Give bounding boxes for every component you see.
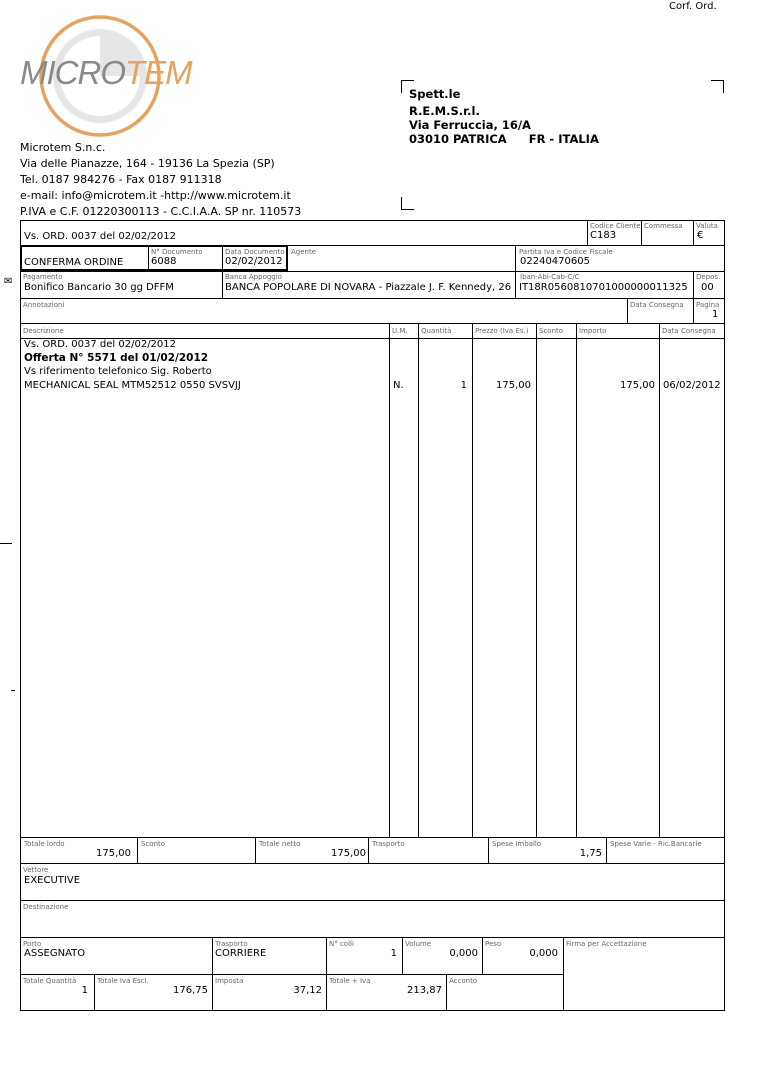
data-doc-value: 02/02/2012 bbox=[225, 256, 283, 267]
col-importo: Importo bbox=[579, 327, 607, 335]
sender-address: Via delle Pianazze, 164 - 19136 La Spezia (SP) bbox=[20, 157, 275, 170]
iban-label: Iban-Abi-Cab-C/C bbox=[520, 273, 580, 281]
envelope-icon: ✉ bbox=[4, 276, 13, 287]
commessa-label: Commessa bbox=[644, 222, 683, 230]
recipient-city: 03010 PATRICA bbox=[409, 132, 507, 146]
depos-value: 00 bbox=[701, 282, 714, 293]
totale-netto-label: Totale netto bbox=[259, 840, 301, 848]
logo-text-tem: TEM bbox=[125, 54, 192, 91]
firma-label: Firma per Accettazione bbox=[566, 940, 647, 948]
trasporto-ship-value: CORRIERE bbox=[215, 948, 267, 959]
codice-cliente-value: C183 bbox=[590, 230, 617, 241]
row-prezzo: 175,00 bbox=[496, 380, 531, 391]
volume-label: Volume bbox=[405, 940, 432, 948]
recipient-country: FR - ITALIA bbox=[528, 132, 599, 146]
row-um: N. bbox=[393, 380, 404, 391]
imposta-label: Imposta bbox=[215, 977, 244, 985]
colli-label: N° colli bbox=[329, 940, 354, 948]
num-doc-label: N° Documento bbox=[151, 248, 203, 256]
banca-label: Banca Appoggio bbox=[225, 273, 282, 281]
depos-label: Depos. bbox=[696, 273, 721, 281]
totale-lordo-value: 175,00 bbox=[96, 848, 131, 859]
logo-text-micro: MICRO bbox=[20, 54, 125, 91]
row-quantita: 1 bbox=[460, 380, 467, 391]
crop-mark-bottom-left bbox=[401, 197, 414, 210]
peso-label: Peso bbox=[485, 940, 502, 948]
sender-name: Microtem S.n.c. bbox=[20, 141, 106, 154]
tot-qta-value: 1 bbox=[81, 985, 88, 996]
intro-line: Vs riferimento telefonico Sig. Roberto bbox=[24, 366, 212, 377]
intro-line: Vs. ORD. 0037 del 02/02/2012 bbox=[24, 339, 177, 350]
recipient-salutation: Spett.le bbox=[409, 87, 461, 101]
piva-value: 02240470605 bbox=[520, 256, 590, 267]
document-type-label: Corf. Ord. bbox=[669, 1, 717, 12]
intro-line-offer: Offerta N° 5571 del 01/02/2012 bbox=[24, 352, 209, 364]
recipient-name: R.E.M.S.r.l. bbox=[409, 104, 480, 118]
spese-imballo-label: Spese Imballo bbox=[492, 840, 542, 848]
porto-value: ASSEGNATO bbox=[24, 948, 86, 959]
tot-iva-escl-label: Totale Iva Escl. bbox=[97, 977, 149, 985]
tot-iva-label: Totale + Iva bbox=[329, 977, 371, 985]
pagina-label: Pagina bbox=[696, 301, 720, 309]
row-descrizione: MECHANICAL SEAL MTM52512 0550 SVSVJJ bbox=[24, 380, 241, 391]
porto-label: Porto bbox=[23, 940, 42, 948]
data-doc-label: Data Documento bbox=[225, 248, 285, 256]
col-descrizione: Descrizione bbox=[23, 327, 64, 335]
punch-mark bbox=[11, 690, 15, 691]
sconto-label: Sconto bbox=[141, 840, 166, 848]
sender-email: e-mail: info@microtem.it -http://www.microtem.it bbox=[20, 189, 291, 202]
tot-iva-value: 213,87 bbox=[407, 985, 442, 996]
row-data-consegna: 06/02/2012 bbox=[663, 380, 721, 391]
sender-block bbox=[20, 140, 301, 220]
piva-label: Partita Iva e Codice Fiscale bbox=[519, 248, 613, 256]
row-importo: 175,00 bbox=[620, 380, 655, 391]
fold-mark bbox=[0, 543, 12, 544]
colli-value: 1 bbox=[390, 948, 397, 959]
acconto-label: Acconto bbox=[449, 977, 478, 985]
pagamento-label: Pagamento bbox=[23, 273, 63, 281]
totale-netto-value: 175,00 bbox=[331, 848, 366, 859]
vettore-label: Vettore bbox=[23, 866, 49, 874]
valuta-label: Valuta bbox=[696, 222, 718, 230]
destinazione-label: Destinazione bbox=[23, 903, 69, 911]
codice-cliente-label: Codice Cliente bbox=[590, 222, 641, 230]
imposta-value: 37,12 bbox=[293, 985, 322, 996]
company-logo bbox=[18, 14, 192, 139]
sender-vat: P.IVA e C.F. 01220300113 - C.C.I.A.A. SP nr. 110573 bbox=[20, 205, 302, 218]
num-doc-value: 6088 bbox=[151, 256, 177, 267]
banca-value: BANCA POPOLARE DI NOVARA - Piazzale J. F. Kennedy, 26 bbox=[225, 282, 512, 293]
document-title: CONFERMA ORDINE bbox=[24, 257, 124, 268]
spese-imballo-value: 1,75 bbox=[579, 848, 602, 859]
tot-qta-label: Totale Quantità bbox=[23, 977, 77, 985]
agente-label: Agente bbox=[291, 248, 317, 256]
col-prezzo: Prezzo (Iva Es.) bbox=[475, 327, 529, 335]
pagamento-value: Bonifico Bancario 30 gg DFFM bbox=[24, 282, 174, 293]
col-um: U.M. bbox=[392, 327, 408, 335]
iban-value: IT18R0560810701000000011325 bbox=[519, 282, 688, 293]
valuta-value: € bbox=[697, 230, 704, 241]
vettore-value: EXECUTIVE bbox=[24, 875, 81, 886]
col-data-consegna: Data Consegna bbox=[662, 327, 716, 335]
recipient-block bbox=[409, 87, 599, 146]
trasporto-ship-label: Trasporto bbox=[215, 940, 248, 948]
peso-value: 0,000 bbox=[529, 948, 558, 959]
trasporto-label: Trasporto bbox=[372, 840, 405, 848]
crop-mark-top-right bbox=[711, 80, 724, 93]
volume-value: 0,000 bbox=[449, 948, 478, 959]
col-quantita: Quantità bbox=[421, 327, 452, 335]
annotazioni-label: Annotazioni bbox=[23, 301, 65, 309]
pagina-value: 1 bbox=[712, 309, 719, 320]
col-sconto: Sconto bbox=[539, 327, 564, 335]
tot-iva-escl-value: 176,75 bbox=[173, 985, 208, 996]
spese-varie-label: Spese Varie - Ric.Bancarie bbox=[610, 840, 702, 848]
sender-phone: Tel. 0187 984276 - Fax 0187 911318 bbox=[20, 173, 222, 186]
data-consegna-header-label: Data Consegna bbox=[630, 301, 684, 309]
order-reference: Vs. ORD. 0037 del 02/02/2012 bbox=[24, 231, 177, 242]
totale-lordo-label: Totale lordo bbox=[24, 840, 65, 848]
recipient-street: Via Ferruccia, 16/A bbox=[409, 118, 531, 132]
